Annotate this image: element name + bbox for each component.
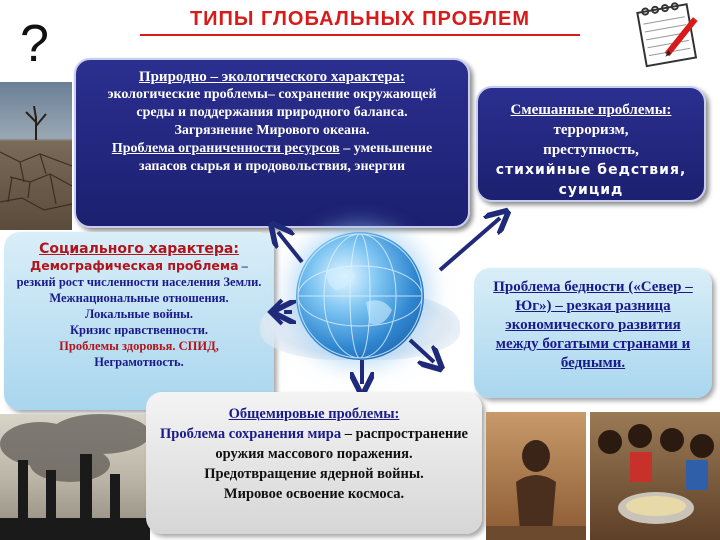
nature-heading: Природно – экологического характера: (138, 69, 406, 85)
title-underline (140, 34, 580, 36)
world-line1 (158, 424, 470, 464)
social-line2: Межнациональные отношения. (49, 291, 229, 305)
notepad-pencil-icon (628, 2, 708, 72)
question-mark: ? (20, 15, 49, 73)
resources-rest: – уменьшение запасов сырья и продовольствия, энергии (138, 141, 433, 174)
social-line6: Неграмотность. (94, 355, 184, 369)
peace-problem: Проблема сохранения мира (159, 426, 342, 442)
starving-child-photo (486, 412, 586, 540)
factory-pollution-photo (0, 414, 150, 540)
mixed-problems-box (476, 86, 706, 202)
world-line2: Предотвращение ядерной войны. (204, 466, 424, 482)
nature-line3 (90, 140, 454, 176)
peace-rest: – распространение оружия массового поражения. (215, 426, 468, 462)
demo-rest: – резкий рост численности населения Земли. (16, 259, 262, 289)
resources-problem: Проблема ограниченности ресурсов (111, 141, 340, 156)
social-line4: Кризис нравственности. (69, 323, 209, 337)
world-line3: Мировое освоение космоса. (223, 486, 405, 502)
social-demo (12, 258, 266, 290)
crowd-food-photo (590, 412, 720, 540)
mixed-line3: стихийные бедствия, суицид (495, 162, 687, 198)
social-problems-box (4, 232, 274, 410)
drought-photo (0, 82, 72, 230)
globe-image (296, 232, 424, 360)
nature-ecology-box (74, 58, 470, 228)
page-title: ТИПЫ ГЛОБАЛЬНЫХ ПРОБЛЕМ (189, 8, 531, 30)
nature-line2: Загрязнение Мирового океана. (174, 123, 370, 138)
nature-line1: экологические проблемы– сохранение окружающей среды и поддержания природного баланса. (107, 87, 437, 120)
world-heading: Общемировые проблемы: (228, 406, 400, 422)
social-heading: Социального характера: (39, 241, 239, 257)
world-problems-box (146, 392, 482, 534)
mixed-line1: терроризм, (553, 122, 629, 138)
mixed-line2: преступность, (543, 142, 639, 158)
demo-label: Демографическая проблема (30, 258, 239, 273)
mixed-heading: Смешанные проблемы: (510, 102, 672, 118)
social-line3: Локальные войны. (84, 307, 194, 321)
poverty-text: Проблема бедности («Север – Юг») – резкая разница экономического развития между богатыми странами и бедными. (493, 279, 693, 371)
social-line5: Проблемы здоровья. СПИД, (59, 339, 219, 353)
poverty-box (474, 268, 712, 398)
